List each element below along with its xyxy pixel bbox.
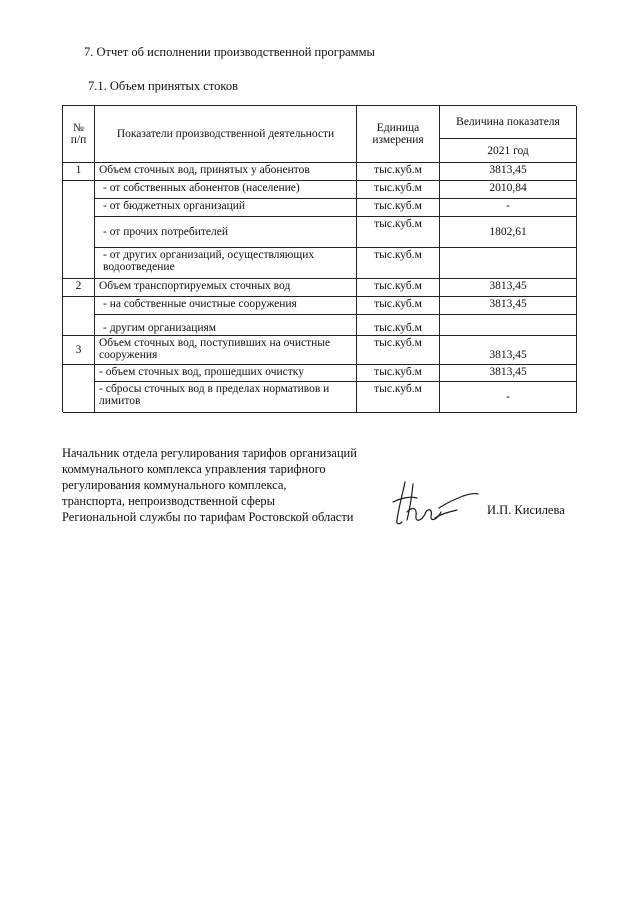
row-indicator: Объем сточных вод, принятых у абонентов	[95, 163, 357, 181]
row-unit: тыс.куб.м	[357, 382, 440, 413]
row-value: 3813,45	[440, 365, 577, 382]
signatory-title-line: регулирования коммунального комплекса,	[62, 478, 287, 492]
row-value: -	[440, 382, 577, 413]
signatory-title-line: Региональной службы по тарифам Ростовской области	[62, 510, 354, 524]
row-unit: тыс.куб.м	[357, 181, 440, 199]
header-num: № п/п	[63, 106, 95, 163]
row-unit: тыс.куб.м	[357, 365, 440, 382]
row-indicator: - от бюджетных организаций	[95, 199, 357, 217]
row-num-empty	[63, 297, 95, 336]
row-value: 2010,84	[440, 181, 577, 199]
row-unit: тыс.куб.м	[357, 279, 440, 297]
row-unit: тыс.куб.м	[357, 217, 440, 248]
row-indicator: - объем сточных вод, прошедших очистку	[95, 365, 357, 382]
wastewater-volume-table	[62, 105, 576, 412]
row-value: 3813,45	[440, 297, 577, 315]
row-indicator: - от прочих потребителей	[95, 217, 357, 248]
row-num-empty	[63, 365, 95, 413]
row-num: 1	[63, 163, 95, 181]
row-unit: тыс.куб.м	[357, 248, 440, 279]
header-year: 2021 год	[440, 139, 577, 163]
signatory-name: И.П. Кисилева	[487, 503, 565, 517]
header-value-group: Величина показателя	[440, 106, 577, 139]
row-indicator: - сбросы сточных вод в пределах нормативов и лимитов	[95, 382, 357, 413]
row-value: -	[440, 199, 577, 217]
row-num: 3	[63, 336, 95, 365]
row-unit: тыс.куб.м	[357, 163, 440, 181]
subsection-heading: 7.1. Объем принятых стоков	[88, 79, 238, 93]
row-indicator: - на собственные очистные сооружения	[95, 297, 357, 315]
row-unit: тыс.куб.м	[357, 336, 440, 365]
header-indicator: Показатели производственной деятельности	[95, 106, 357, 163]
signatory-title	[62, 445, 402, 525]
row-value: 1802,61	[440, 217, 577, 248]
row-indicator: Объем сточных вод, поступивших на очистные сооружения	[95, 336, 357, 365]
signatory-title-line: коммунального комплекса управления тарифного	[62, 462, 326, 476]
header-unit: Единица измерения	[357, 106, 440, 163]
row-num: 2	[63, 279, 95, 297]
section-heading: 7. Отчет об исполнении производственной программы	[84, 45, 375, 59]
row-unit: тыс.куб.м	[357, 199, 440, 217]
signatory-title-line: транспорта, непроизводственной сферы	[62, 494, 276, 508]
row-unit: тыс.куб.м	[357, 297, 440, 315]
row-unit: тыс.куб.м	[357, 315, 440, 336]
row-value	[440, 248, 577, 279]
handwritten-signature	[383, 478, 479, 528]
row-indicator: - от собственных абонентов (население)	[95, 181, 357, 199]
row-value	[440, 315, 577, 336]
signatory-title-line: Начальник отдела регулирования тарифов организаций	[62, 446, 357, 460]
row-indicator: - другим организациям	[95, 315, 357, 336]
row-value: 3813,45	[440, 163, 577, 181]
row-indicator: Объем транспортируемых сточных вод	[95, 279, 357, 297]
row-indicator: - от других организаций, осуществляющих водоотведение	[95, 248, 357, 279]
row-value: 3813,45	[440, 279, 577, 297]
row-num-empty	[63, 181, 95, 279]
row-value: 3813,45	[440, 336, 577, 365]
